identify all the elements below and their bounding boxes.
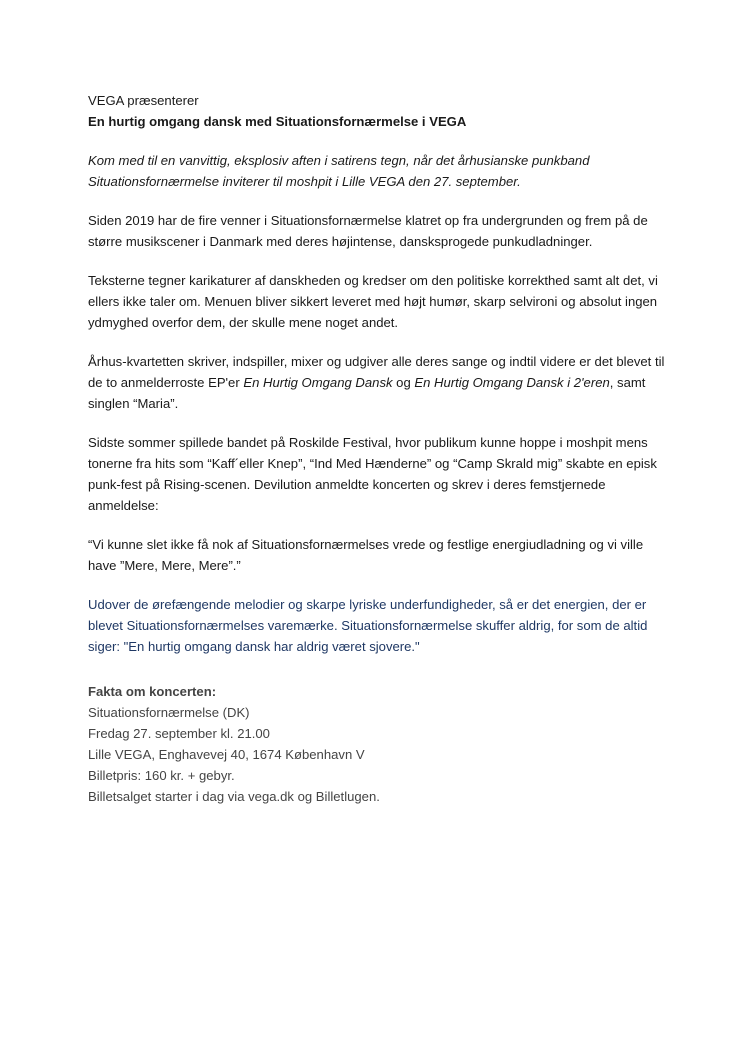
- body-paragraph-5: Udover de ørefængende melodier og skarpe lyriske underfundigheder, så er det energien, der er blevet Situationsfornærmelses varemærke. Situationsfornærmelse skuffer aldrig, for som de altid siger: "En hurtig omgang dansk har aldrig været sjovere.": [88, 597, 648, 654]
- presenter-line: VEGA præsenterer: [88, 93, 199, 108]
- lede-paragraph: Kom med til en vanvittig, eksplosiv aften i satirens tegn, når det århusianske punkband Situationsfornærmelse inviterer til moshpit i Lille VEGA den 27. september.: [88, 153, 590, 189]
- facts-heading: Fakta om koncerten:: [88, 684, 217, 699]
- p3-text-mid: og: [392, 375, 415, 390]
- header-block: [88, 90, 668, 132]
- p3-text-before: Århus-kvartetten skriver, indspiller, mixer og udgiver alle deres sange og indtil videre er det blevet til de to anmelderroste EP'er: [88, 354, 665, 390]
- facts-line-band: Situationsfornærmelse (DK): [88, 705, 250, 720]
- press-release-title: En hurtig omgang dansk med Situationsfornærmelse i VEGA: [88, 114, 467, 129]
- p3-text-after: , samt singlen “Maria”.: [88, 375, 646, 411]
- body-paragraph-3: [88, 351, 668, 414]
- facts-line-date: Fredag 27. september kl. 21.00: [88, 726, 270, 741]
- facts-line-tickets: Billetsalget starter i dag via vega.dk og Billetlugen.: [88, 789, 380, 804]
- ep-title-1: En Hurtig Omgang Dansk: [243, 375, 393, 390]
- body-paragraph-2: Teksterne tegner karikaturer af danskheden og kredser om den politiske korrekthed samt alt det, vi ellers ikke taler om. Menuen bliver sikkert leveret med højt humør, skarp selvironi og absolut ingen ydmyghed overfor dem, der skulle mene noget andet.: [88, 273, 658, 330]
- facts-block: [88, 681, 668, 807]
- body-paragraph-4: Sidste sommer spillede bandet på Roskilde Festival, hvor publikum kunne hoppe i moshpit mens tonerne fra hits som “Kaff´eller Knep”, “Ind Med Hænderne” og “Camp Skrald mig” skabte en episk punk-fest på Rising-scenen. Devilution anmeldte koncerten og skrev i deres femstjernede anmeldelse:: [88, 435, 657, 513]
- press-release: [88, 90, 668, 807]
- body-paragraph-1: Siden 2019 har de fire venner i Situationsfornærmelse klatret op fra undergrunden og frem på de større musikscener i Danmark med deres højintense, dansksprogede punkudladninger.: [88, 213, 648, 249]
- review-quote: “Vi kunne slet ikke få nok af Situationsfornærmelses vrede og festlige energiudladning og vi ville have ”Mere, Mere, Mere”.”: [88, 537, 644, 573]
- facts-line-price: Billetpris: 160 kr. + gebyr.: [88, 768, 235, 783]
- facts-line-venue: Lille VEGA, Enghavevej 40, 1674 København V: [88, 747, 365, 762]
- ep-title-2: En Hurtig Omgang Dansk i 2'eren: [414, 375, 610, 390]
